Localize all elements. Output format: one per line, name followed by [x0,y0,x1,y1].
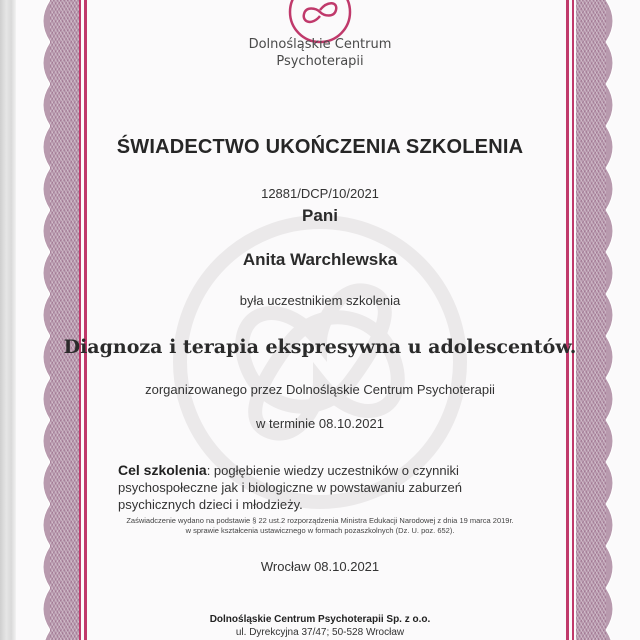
salutation: Pani [302,206,338,225]
legal-line1: Zaświadczenie wydano na podstawie § 22 ust.2 rozporządzenia Ministra Edukacji Narodowej z dnia 19 marca 2019r. [126,516,514,525]
goal-label: Cel szkolenia [118,462,207,478]
footer-address: ul. Dyrekcyjna 37/47; 50-528 Wrocław [235,627,405,638]
participation-text: była uczestnikiem szkolenia [239,293,401,308]
training-goal [118,462,538,513]
goal-text: : pogłębienie wiedzy uczestników o czynniki psychospołeczne jak i biologiczne w powstawaniu zaburzeń psychicznych dzieci i młodzieży. [118,463,462,512]
org-name-line1: Dolnośląskie Centrum [248,37,392,52]
org-name-line2: Psychoterapii [276,54,364,69]
scallop-edge-left [36,0,50,640]
legal-basis [0,516,640,536]
legal-line2: w sprawie kształcenia ustawicznego w formach pozaszkolnych (Dz. U. poz. 652). [185,526,455,535]
certificate-number: 12881/DCP/10/2021 [261,186,379,201]
pink-rule-right [566,0,576,640]
organized-by: zorganizowanego przez Dolnośląskie Centrum Psychoterapii [145,382,495,397]
scan-edge-shadow [0,0,16,640]
footer-company: Dolnośląskie Centrum Psychoterapii Sp. z o.o. [209,614,431,625]
pink-rule-left [79,0,89,640]
course-title: Diagnoza i terapia ekspresywna u adolescentów. [63,336,577,358]
scallop-edge-right [606,0,620,640]
place-and-date: Wrocław 08.10.2021 [260,559,380,574]
training-dates: w terminie 08.10.2021 [256,416,384,431]
certificate-title: ŚWIADECTWO UKOŃCZENIA SZKOLENIA [116,136,524,158]
recipient-name: Anita Warchlewska [242,250,398,269]
